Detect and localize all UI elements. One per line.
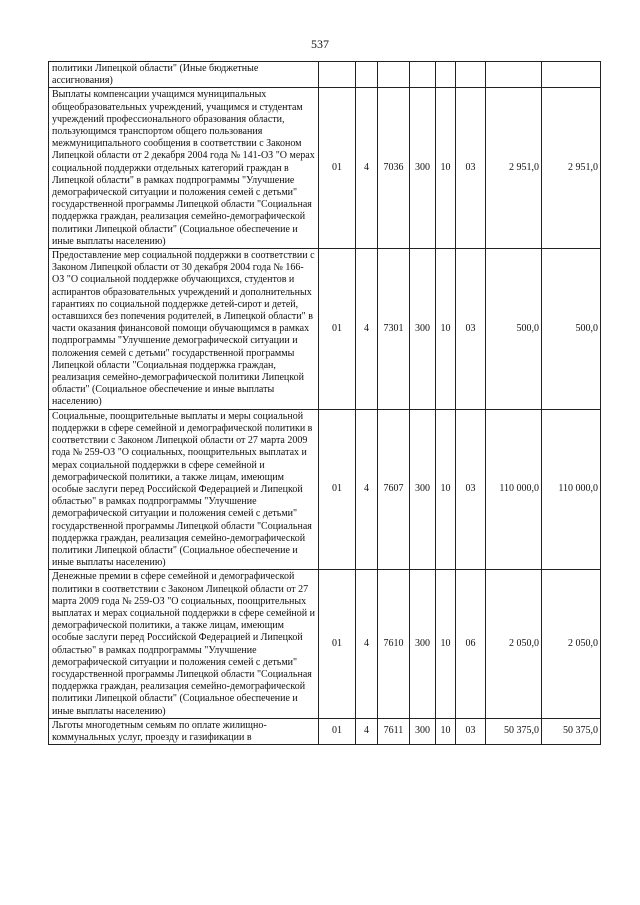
program-code: [319, 62, 356, 88]
row-name: Льготы многодетным семьям по оплате жилищно-коммунальных услуг, проезду и газификации в: [49, 718, 319, 744]
expense-type-code: 300: [410, 249, 436, 410]
table-row-6: [49, 718, 601, 744]
page-number: 537: [311, 37, 329, 51]
amount-total: 110 000,0: [542, 409, 601, 570]
table-row-4: [49, 409, 601, 570]
amount-total: 50 375,0: [542, 718, 601, 744]
expense-type-code: 300: [410, 718, 436, 744]
amount-value: 2 050,0: [486, 570, 542, 718]
amount-value: 50 375,0: [486, 718, 542, 744]
subsection-code: 06: [456, 570, 486, 718]
target-article-code: 7301: [378, 249, 410, 410]
table-row-3: [49, 249, 601, 410]
expense-type-code: [410, 62, 436, 88]
expense-type-code: 300: [410, 409, 436, 570]
row-name: Социальные, поощрительные выплаты и меры социальной поддержки в сфере семейной и демографической политики в соответствии с Законом Липецкой области от 27 марта 2009 года № 259-ОЗ "О социальных, поощрительных выплатах и мерах социальной поддержки в сфере семейной и демографической политики, а также лицам, имеющим особые заслуги перед Российской Федерацией и Липецкой областью" в рамках подпрограммы "Улучшение демографической ситуации и положения семей с детьми" государственной программы Липецкой области "Социальная поддержка граждан, реализация семейно-демографической политики Липецкой области" (Социальное обеспечение и иные выплаты населению): [49, 409, 319, 570]
table-row-2: [49, 88, 601, 249]
subprogram-code: 4: [356, 718, 378, 744]
amount-total: [542, 62, 601, 88]
section-code: [436, 62, 456, 88]
subprogram-code: 4: [356, 570, 378, 718]
section-code: 10: [436, 249, 456, 410]
program-code: 01: [319, 718, 356, 744]
subsection-code: [456, 62, 486, 88]
target-article-code: 7610: [378, 570, 410, 718]
amount-total: 500,0: [542, 249, 601, 410]
section-code: 10: [436, 409, 456, 570]
subsection-code: 03: [456, 249, 486, 410]
section-code: 10: [436, 570, 456, 718]
amount-value: 500,0: [486, 249, 542, 410]
row-name: Предоставление мер социальной поддержки в соответствии с Законом Липецкой области от 30 декабря 2004 года № 166-ОЗ "О социальной поддержке обучающихся, студентов и аспирантов образовательных учреждений и дополнительных гарантиях по социальной поддержке детей-сирот и детей, оставшихся без попечения родителей, в Липецкой области" в части оказания финансовой помощи обучающимся в рамках подпрограммы "Улучшение демографической ситуации и положения семей с детьми" государственной программы Липецкой области "Социальная поддержка граждан, реализация семейно-демографической политики Липецкой области" (Социальное обеспечение и иные выплаты населению): [49, 249, 319, 410]
subprogram-code: 4: [356, 88, 378, 249]
amount-total: 2 050,0: [542, 570, 601, 718]
subsection-code: 03: [456, 88, 486, 249]
amount-value: 110 000,0: [486, 409, 542, 570]
table-body: [49, 62, 601, 745]
program-code: 01: [319, 88, 356, 249]
target-article-code: 7611: [378, 718, 410, 744]
target-article-code: 7036: [378, 88, 410, 249]
program-code: 01: [319, 249, 356, 410]
row-name: Выплаты компенсации учащимся муниципальных общеобразовательных учреждений, учащимся и студентам учреждений профессионального образования области, пользующимся транспортом общего пользования межмуниципального сообщения в соответствии с Законом Липецкой области от 2 декабря 2004 года № 141-ОЗ "О мерах социальной поддержки отдельных категорий граждан в Липецкой области" в рамках подпрограммы "Улучшение демографической ситуации и положения семей с детьми" государственной программы Липецкой области "Социальная поддержка граждан, реализация семейно-демографической политики Липецкой области" (Социальное обеспечение и иные выплаты населению): [49, 88, 319, 249]
subprogram-code: 4: [356, 409, 378, 570]
expense-type-code: 300: [410, 570, 436, 718]
amount-total: 2 951,0: [542, 88, 601, 249]
amount-value: [486, 62, 542, 88]
subprogram-code: [356, 62, 378, 88]
table-row-5: [49, 570, 601, 718]
budget-table: [48, 61, 601, 745]
table-row-1: [49, 62, 601, 88]
target-article-code: 7607: [378, 409, 410, 570]
section-code: 10: [436, 88, 456, 249]
subsection-code: 03: [456, 409, 486, 570]
row-name: Денежные премии в сфере семейной и демографической политики в соответствии с Законом Липецкой области от 27 марта 2009 года № 259-ОЗ "О социальных, поощрительных выплатах и мерах социальной поддержки в сфере семейной и демографической политики, а также лицам, имеющим особые заслуги перед Российской Федерацией и Липецкой областью" в рамках подпрограммы "Улучшение демографической ситуации и положения семей с детьми" государственной программы Липецкой области "Социальная поддержка граждан, реализация семейно-демографической политики Липецкой области" (Социальное обеспечение и иные выплаты населению): [49, 570, 319, 718]
amount-value: 2 951,0: [486, 88, 542, 249]
row-name: политики Липецкой области" (Иные бюджетные ассигнования): [49, 62, 319, 88]
subsection-code: 03: [456, 718, 486, 744]
program-code: 01: [319, 409, 356, 570]
target-article-code: [378, 62, 410, 88]
program-code: 01: [319, 570, 356, 718]
expense-type-code: 300: [410, 88, 436, 249]
subprogram-code: 4: [356, 249, 378, 410]
section-code: 10: [436, 718, 456, 744]
